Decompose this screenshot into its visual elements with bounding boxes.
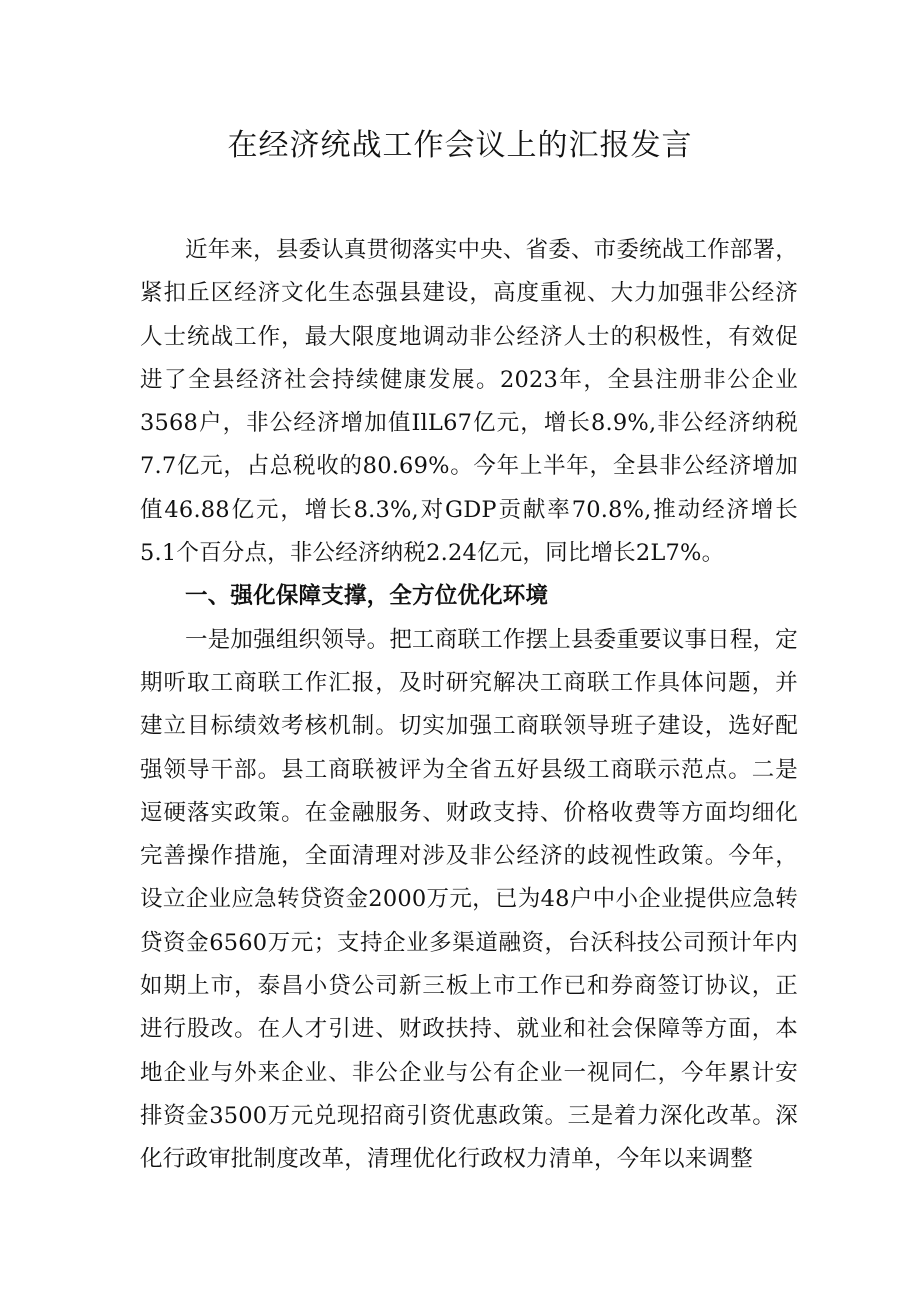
section-1-paragraph: 一是加强组织领导。把工商联工作摆上县委重要议事日程，定期听取工商联工作汇报，及时研究解决工商联工作具体问题，并建立目标绩效考核机制。切实加强工商联领导班子建设，选好配强领导干部。县工商联被评为全省五好县级工商联示范点。二是逗硬落实政策。在金融服务、财政支持、价格收费等方面均细化完善操作措施，全面清理对涉及非公经济的歧视性政策。今年，设立企业应急转贷资金2000万元，已为48户中小企业提供应急转贷资金6560万元；支持企业多渠道融资，台沃科技公司预计年内如期上市，泰昌小贷公司新三板上市工作已和券商签订协议，正进行股改。在人才引进、财政扶持、就业和社会保障等方面，本地企业与外来企业、非公企业与公有企业一视同仁，今年累计安排资金3500万元兑现招商引资优惠政策。三是着力深化改革。深化行政审批制度改革，清理优化行政权力清单，今年以来调整 bbox=[140, 626, 798, 1173]
document-title: 在经济统战工作会议上的汇报发言 bbox=[227, 128, 693, 163]
document-body bbox=[140, 229, 798, 1182]
section-heading-1: 一、强化保障支撑，全方位优化环境 bbox=[185, 583, 549, 610]
intro-paragraph: 近年来，县委认真贯彻落实中央、省委、市委统战工作部署，紧扣丘区经济文化生态强县建设，高度重视、大力加强非公经济人士统战工作，最大限度地调动非公经济人士的积极性，有效促进了全县经济社会持续健康发展。2023年，全县注册非公企业3568户，非公经济增加值IlL67亿元，增长8.9%,非公经济纳税7.7亿元，占总税收的80.69%。今年上半年，全县非公经济增加值46.88亿元，增长8.3%,对GDP贡献率70.8%,推动经济增长5.1个百分点，非公经济纳税2.24亿元，同比增长2L7%。 bbox=[140, 237, 799, 567]
